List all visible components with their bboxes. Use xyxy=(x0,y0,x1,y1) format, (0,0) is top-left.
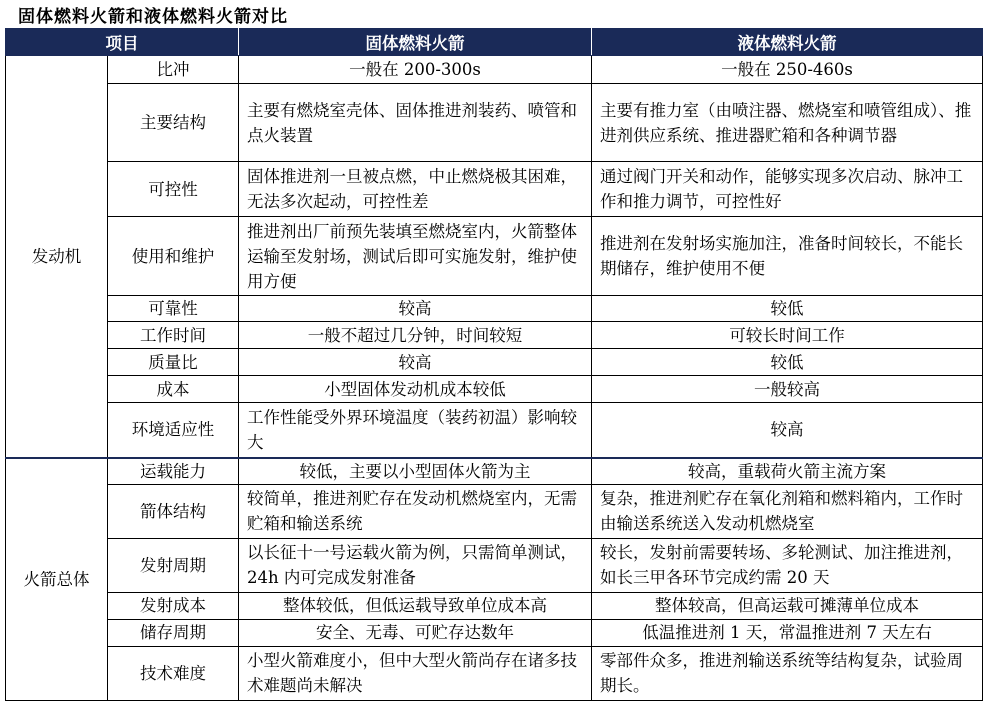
row-liquid: 较低 xyxy=(592,349,983,376)
row-solid: 整体较低，但低运载导致单位成本高 xyxy=(239,592,592,619)
table-row xyxy=(6,162,983,217)
row-liquid: 复杂，推进剂贮存在氧化剂箱和燃料箱内，工作时由输送系统送入发动机燃烧室 xyxy=(592,484,983,538)
row-item: 储存周期 xyxy=(108,619,239,646)
row-item: 环境适应性 xyxy=(108,403,239,458)
row-liquid: 通过阀门开关和动作，能够实现多次启动、脉冲工作和推力调节，可控性好 xyxy=(592,162,983,217)
row-solid: 推进剂出厂前预先装填至燃烧室内，火箭整体运输至发射场，测试后即可实施发射，维护使用方便 xyxy=(239,217,592,296)
header-solid: 固体燃料火箭 xyxy=(239,29,592,56)
row-liquid: 一般在 250-460s xyxy=(592,56,983,84)
table-row xyxy=(6,56,983,84)
table-row xyxy=(6,484,983,538)
row-solid: 固体推进剂一旦被点燃，中止燃烧极其困难，无法多次起动，可控性差 xyxy=(239,162,592,217)
row-item: 使用和维护 xyxy=(108,217,239,296)
table-title: 固体燃料火箭和液体燃料火箭对比 xyxy=(18,7,288,27)
row-item: 箭体结构 xyxy=(108,484,239,538)
row-item: 发射成本 xyxy=(108,592,239,619)
header-liquid: 液体燃料火箭 xyxy=(592,29,983,56)
row-liquid: 低温推进剂 1 天，常温推进剂 7 天左右 xyxy=(592,619,983,646)
table-row xyxy=(6,84,983,162)
table-row xyxy=(6,296,983,322)
row-solid: 较简单，推进剂贮存在发动机燃烧室内，无需贮箱和输送系统 xyxy=(239,484,592,538)
row-liquid: 较低 xyxy=(592,296,983,322)
row-item: 可靠性 xyxy=(108,296,239,322)
row-solid: 小型固体发动机成本较低 xyxy=(239,376,592,403)
row-solid: 较低，主要以小型固体火箭为主 xyxy=(239,458,592,485)
row-solid: 工作性能受外界环境温度（装药初温）影响较大 xyxy=(239,403,592,458)
row-liquid: 较高 xyxy=(592,403,983,458)
row-liquid: 主要有推力室（由喷注器、燃烧室和喷管组成）、推进剂供应系统、推进器贮箱和各种调节器 xyxy=(592,84,983,162)
table-row xyxy=(6,646,983,700)
comparison-table xyxy=(5,28,983,701)
row-item: 发射周期 xyxy=(108,538,239,592)
row-solid: 一般在 200-300s xyxy=(239,56,592,84)
row-item: 技术难度 xyxy=(108,646,239,700)
row-solid: 以长征十一号运载火箭为例，只需简单测试，24h 内可完成发射准备 xyxy=(239,538,592,592)
row-solid: 较高 xyxy=(239,349,592,376)
row-solid: 一般不超过几分钟，时间较短 xyxy=(239,322,592,349)
row-liquid: 一般较高 xyxy=(592,376,983,403)
row-liquid: 零部件众多，推进剂输送系统等结构复杂，试验周期长。 xyxy=(592,646,983,700)
row-liquid: 较长，发射前需要转场、多轮测试、加注推进剂，如长三甲各环节完成约需 20 天 xyxy=(592,538,983,592)
row-item: 成本 xyxy=(108,376,239,403)
table-row xyxy=(6,217,983,296)
row-item: 可控性 xyxy=(108,162,239,217)
table-row xyxy=(6,458,983,485)
table-row xyxy=(6,349,983,376)
row-item: 质量比 xyxy=(108,349,239,376)
row-item: 比冲 xyxy=(108,56,239,84)
row-solid: 小型火箭难度小，但中大型火箭尚存在诸多技术难题尚未解决 xyxy=(239,646,592,700)
row-liquid: 较高，重载荷火箭主流方案 xyxy=(592,458,983,485)
row-liquid: 推进剂在发射场实施加注，准备时间较长，不能长期储存，维护使用不便 xyxy=(592,217,983,296)
table-row xyxy=(6,403,983,458)
table-row xyxy=(6,538,983,592)
row-solid: 较高 xyxy=(239,296,592,322)
row-solid: 主要有燃烧室壳体、固体推进剂装药、喷管和点火装置 xyxy=(239,84,592,162)
table-row xyxy=(6,376,983,403)
table-row xyxy=(6,592,983,619)
row-solid: 安全、无毒、可贮存达数年 xyxy=(239,619,592,646)
group-label: 发动机 xyxy=(6,56,108,458)
row-item: 工作时间 xyxy=(108,322,239,349)
row-item: 运载能力 xyxy=(108,458,239,485)
table-row xyxy=(6,619,983,646)
table-header-row xyxy=(6,29,983,56)
row-liquid: 可较长时间工作 xyxy=(592,322,983,349)
row-liquid: 整体较高，但高运载可摊薄单位成本 xyxy=(592,592,983,619)
row-item: 主要结构 xyxy=(108,84,239,162)
table-row xyxy=(6,322,983,349)
group-label: 火箭总体 xyxy=(6,458,108,701)
header-item: 项目 xyxy=(6,29,239,56)
